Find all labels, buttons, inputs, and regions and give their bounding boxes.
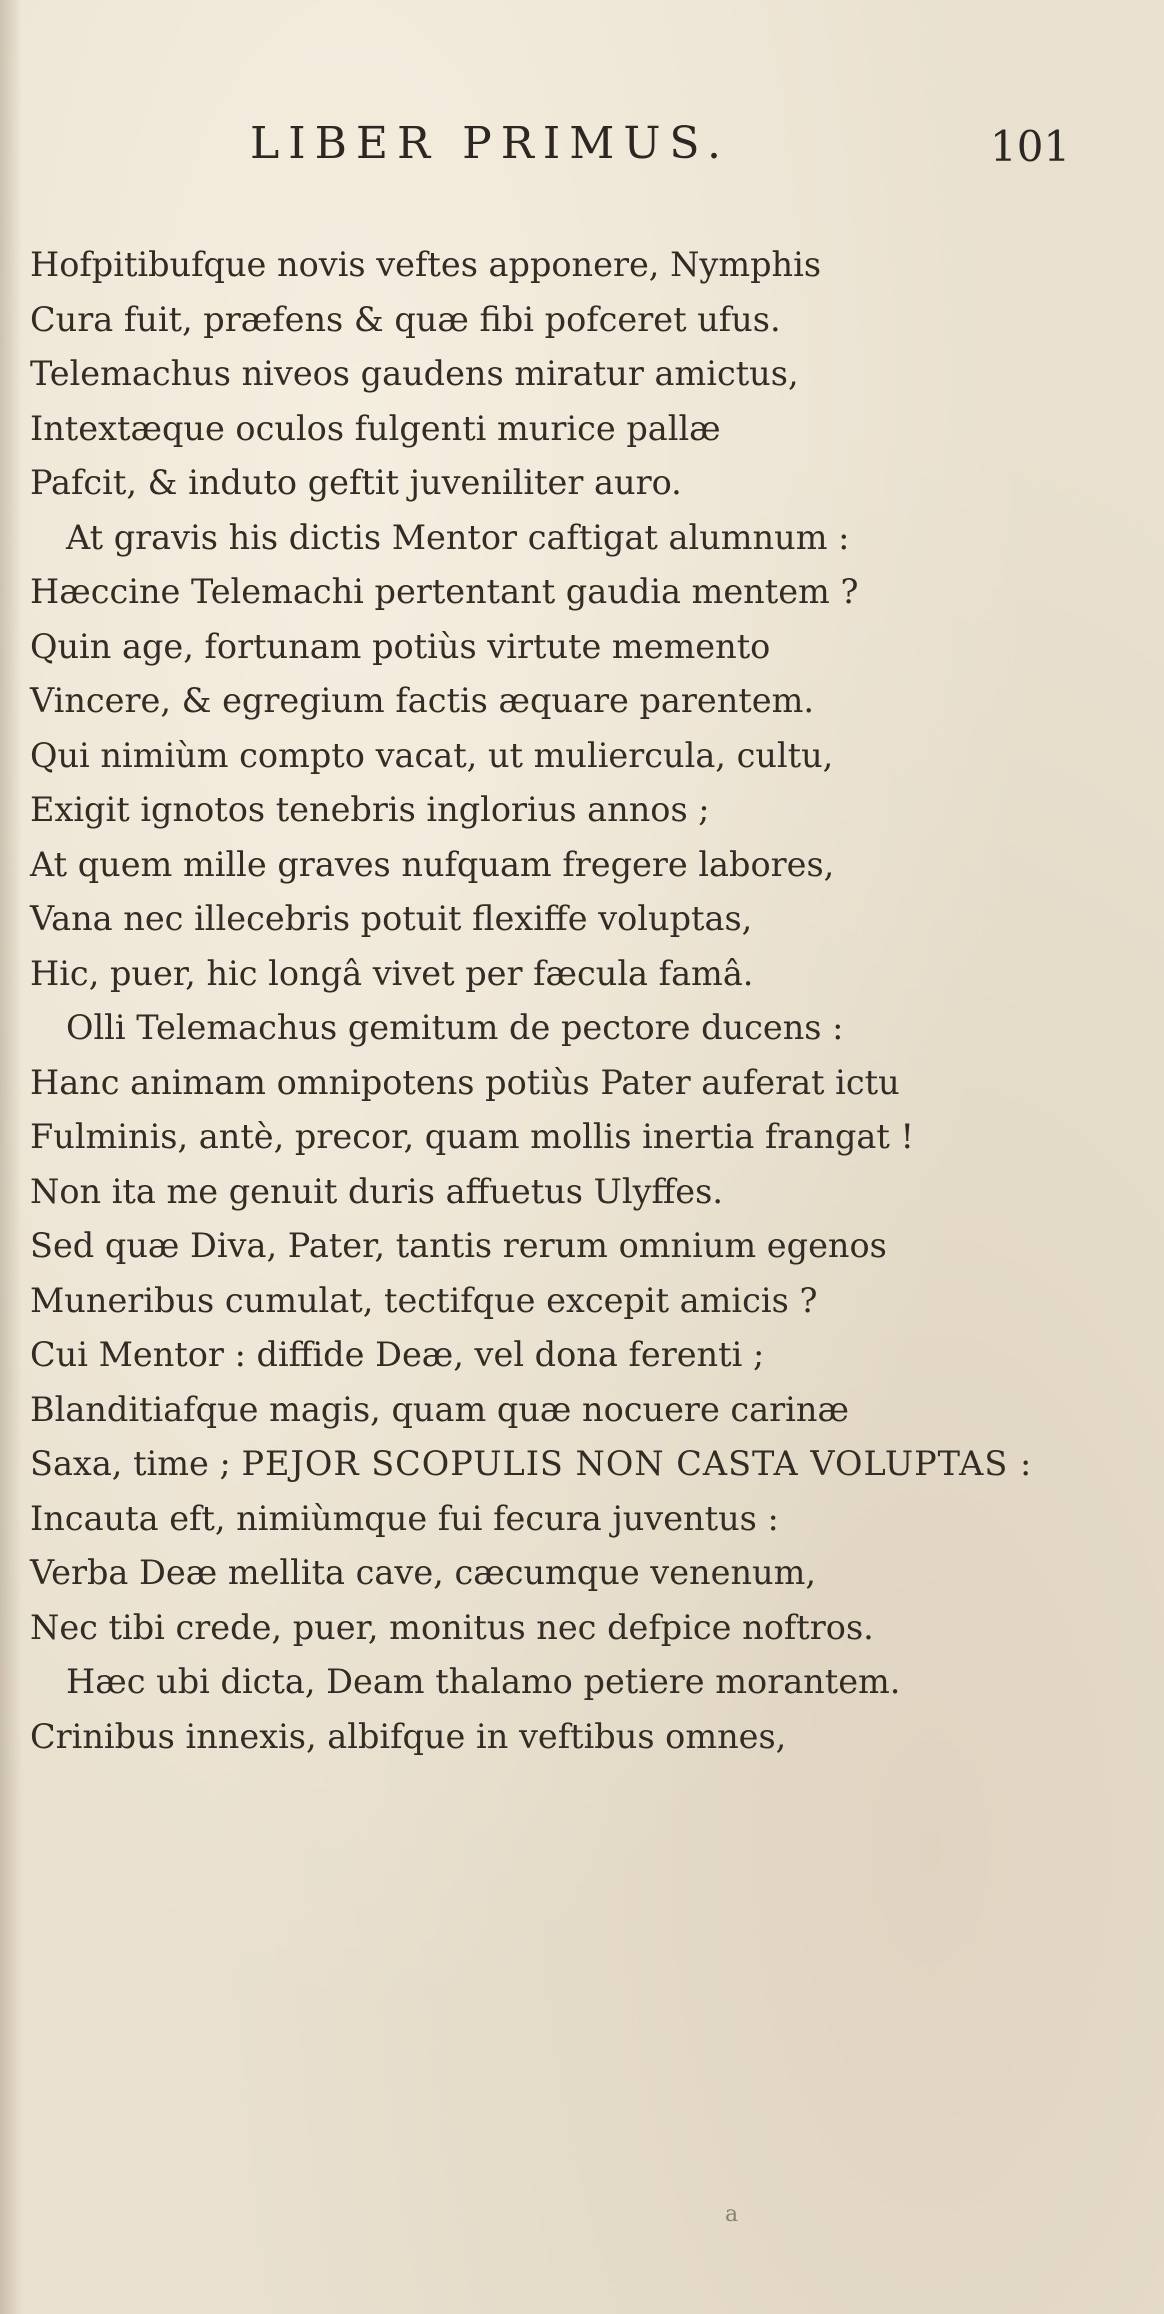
verse-line [0,1546,1164,1601]
verse-line-text: Non ita me genuit duris affuetus Ulyffes. [30,1171,723,1211]
verse-line [0,1601,1164,1656]
verse-line [0,1165,1164,1220]
verse-line-text: Saxa, time ; [30,1444,231,1483]
verse-line [0,1383,1164,1438]
verse-line [0,1274,1164,1329]
verse-line [0,947,1164,1002]
verse-line-text: Exigit ignotos tenebris inglorius annos ; [30,790,710,829]
verse-line-text: Nec tibi crede, puer, monitus nec defpice noftros. [30,1607,874,1647]
verse-line [0,238,1164,293]
verse-line [0,892,1164,947]
verse-line-smallcaps: PEJOR SCOPULIS NON CASTA VOLUPTAS : [241,1444,1033,1483]
verse-line [0,1056,1164,1111]
verse-line [0,1655,1164,1710]
verse-line [0,456,1164,511]
verse-line [0,674,1164,729]
verse-line-text: Vana nec illecebris potuit flexiffe voluptas, [30,899,753,938]
verse-line-text: Hanc animam omnipotens potiùs Pater auferat ictu [30,1062,900,1102]
verse-line [0,511,1164,566]
verse-line [0,1710,1164,1765]
page-header [0,118,1164,178]
verse-line-text: Cura fuit, præfens & quæ fibi pofceret ufus. [30,299,781,339]
verse-line-text: Hofpitibufque novis veftes apponere, Nymphis [30,245,822,284]
verse-line [0,1110,1164,1165]
verse-line-text: Telemachus niveos gaudens miratur amictus, [30,354,799,393]
signature-mark: a [725,2202,739,2227]
verse-line [0,620,1164,675]
verse-line-text: Verba Deæ mellita cave, cæcumque venenum, [30,1553,817,1592]
verse-line [0,1437,1164,1492]
verse-text-block [0,238,1164,1764]
verse-line-text: Vincere, & egregium factis æquare parentem. [30,681,814,720]
verse-line-text: Intextæque oculos fulgenti murice pallæ [30,408,721,448]
verse-line [0,783,1164,838]
verse-line [0,1219,1164,1274]
verse-line-text: Pafcit, & induto geftit juveniliter auro. [30,463,682,502]
verse-line-text: Qui nimiùm compto vacat, ut muliercula, cultu, [30,735,834,775]
verse-line [0,838,1164,893]
verse-line [0,1492,1164,1547]
verse-line [0,347,1164,402]
verse-line-text: Quin age, fortunam potiùs virtute memento [30,626,771,666]
verse-line [0,402,1164,457]
verse-line-text: Incauta eft, nimiùmque fui fecura juventus : [30,1498,779,1538]
verse-line-text: Blanditiafque magis, quam quæ nocuere carinæ [30,1389,849,1429]
verse-line-text: Fulminis, antè, precor, quam mollis inertia frangat ! [30,1117,914,1156]
verse-line-text: At gravis his dictis Mentor caftigat alumnum : [66,517,850,557]
verse-line-text: Muneribus cumulat, tectifque excepit amicis ? [30,1280,818,1320]
verse-line-text: Cui Mentor : diffide Deæ, vel dona ferenti ; [30,1335,765,1374]
verse-line [0,293,1164,348]
verse-line-text: Hæc ubi dicta, Deam thalamo petiere morantem. [66,1662,901,1701]
verse-line-text: Olli Telemachus gemitum de pectore ducens : [66,1008,844,1047]
verse-line [0,729,1164,784]
verse-line [0,1328,1164,1383]
verse-line-text: Hic, puer, hic longâ vivet per fæcula famâ. [30,953,754,993]
verse-line [0,565,1164,620]
verse-line-text: At quem mille graves nufquam fregere labores, [30,844,835,884]
verse-line [0,1001,1164,1056]
verse-line-text: Crinibus innexis, albifque in veftibus omnes, [30,1716,787,1756]
running-head: LIBER PRIMUS. [250,118,730,169]
verse-line-text: Hæccine Telemachi pertentant gaudia mentem ? [30,572,859,611]
page-number: 101 [990,122,1071,171]
verse-line-text: Sed quæ Diva, Pater, tantis rerum omnium egenos [30,1226,887,1265]
